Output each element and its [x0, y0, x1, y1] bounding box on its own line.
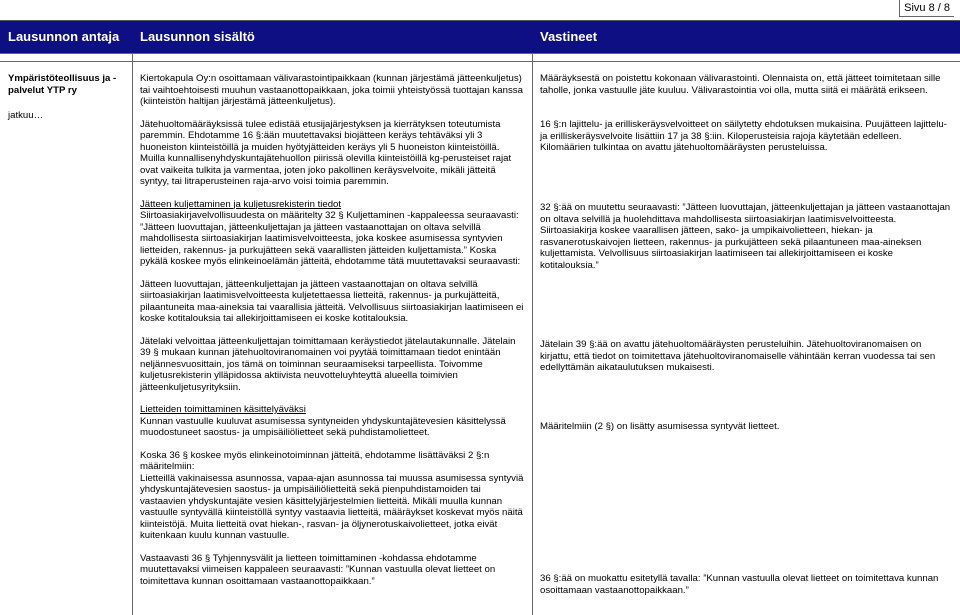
response-1: Määräyksestä on poistettu kokonaan välivarastointi. Olennaista on, että jätteet toimitetaan sille taholle, jonka vastuulle jäte kuuluu. Välivarastointia voi olla, mutta siitä ei määrätä erikseen.	[540, 73, 941, 96]
table-header	[0, 21, 960, 53]
statement-paragraph: Kunnan vastuulle kuuluvat asumisessa syntyneiden yhdyskuntajätevesien käsittelyssä muodostuneet saostus- ja umpisäiliölietteet sekä puhdistamolietteet.	[140, 415, 506, 438]
statement-paragraph: Jätehuoltomääräyksissä tulee edistää etusijajärjestyksen ja kierrätyksen toteutumista paremmin. Ehdotamme 16 §:ään muutettavaksi biojätteen keräys tehtäväksi yli 3 huoneiston kiinteistöillä ja muiden hyötyjätteiden keräys yli 5 huoneiston kiinteistöillä. Muilla kunnallisenyhdyskuntajätehuollon piirissä olevilla kiinteistöillä kg-perusteiset rajat ovat vaikeita tulkita ja varmentaa, joten joko pakollinen keräysvelvoite, mikäli jätteitä syntyy, tai litraperusteinen raja-arvo voisi toimia paremmin.	[140, 118, 512, 187]
statement-table	[0, 20, 960, 615]
column-divider	[132, 53, 133, 615]
response-4: Jätelain 39 §:ää on avattu jätehuoltomääräysten perusteluihin. Jätehuoltoviranomaisen on kirjattu, että tiedot on toimitettava jätehuoltoviranomaiselle vähintään kerran vuodessa tai sen edellyttämän aikataulutuksen mukaisesti.	[540, 339, 936, 373]
sender-continued: jatkuu…	[8, 110, 44, 121]
header-responses: Vastineet	[540, 29, 598, 44]
statement-paragraph: Koska 36 § koskee myös elinkeinotoiminnan jätteitä, ehdotamme lisättäväksi 2 §:n määritelmiin: Lietteillä vakinaisessa asunnossa, vapaa-ajan asunnossa tai muussa asumisessa syntyviä yhdyskuntajätevesien saostus- ja umpisäiliölietteitä sekä pienpuhdistamoiden tai vastaavien yhdyskuntajäte vesien käsittelyjärjestelmien lietteitä. Mikäli muulla kunnan vastuulle syntyvällä kiinteistöllä syntyy vastaavia lietteitä, määräykset koskevat myös näitä kiinteistöjä. Muita lietteitä ovat hiekan-, rasvan- ja öljynerotuskaivolietteet, jotka eivät kuitenkaan kuulu kunnan vastuulle.	[140, 449, 524, 541]
response-2: 16 §:n lajittelu- ja erilliskeräysvelvoitteet on säilytetty ehdotuksen mukaisina. Puujätteen lajittelu- ja erilliskeräysvelvoite lisättiin 17 ja 38 §:iin. Kiloperusteisia rajoja käytetään edelleen. Kilomäärien tulkintaa on avattu jätehuoltomääräysten perusteluissa.	[540, 119, 947, 153]
page-number: Sivu 8 / 8	[899, 0, 954, 17]
sender-name: Ympäristöteollisuus ja -palvelut YTP ry	[8, 73, 117, 96]
statement-content	[140, 73, 526, 587]
row-divider	[0, 53, 960, 54]
header-content: Lausunnon sisältö	[140, 29, 255, 44]
response-5: Määritelmiin (2 §) on lisätty asumisessa syntyvät lietteet.	[540, 421, 780, 432]
response-6: 36 §:ää on muokattu esitetyllä tavalla: ”Kunnan vastuulla olevat lietteet on toimitettava kunnan osoittamaan vastaanottopaikkaan.”	[540, 573, 939, 596]
statement-paragraph: Siirtoasiakirjavelvollisuudesta on määritelty 32 § Kuljettaminen -kappaleessa seuraavasti: ”Jätteen luovuttajan, jätteenkuljettajan ja jätteen vastaanottajan on oltava selvillä mahdollisesta siirtoasiakirjan laatimisvelvoitteesta, joka koskee asumisessa syntyvien lietteiden, rakennus- ja purkujätteen sekä vaarallisten jätteiden kuljettamista.” Koska pykälä koskee myös elinkeinoelämän jätteitä, ehdotamme tätä muutettavaksi seuraavasti:	[140, 210, 521, 267]
section-heading: Jätteen kuljettaminen ja kuljetusrekisterin tiedot	[140, 198, 342, 210]
statement-paragraph: Vastaavasti 36 § Tyhjennysvälit ja lietteen toimittaminen -kohdassa ehdotamme muutettavaksi viimeisen kappaleen seuraavasti: ”Kunnan vastuulla olevat lietteet on toimitettava kunnan osoittamaan vastaanottopaikkaan.”	[140, 552, 496, 587]
column-divider	[532, 53, 533, 615]
statement-paragraph: Jätteen luovuttajan, jätteenkuljettajan ja jätteen vastaanottajan on oltava selvillä siirtoasiakirjan laatimisvelvoitteesta kuljetettaessa lietteitä, rakennus- ja purkujätteitä, pilaantuneita maa-aineksia tai vaarallisia jätteitä. Velvollisuus siirtoasiakirjan laatimiseen ei koske kotitalouksia tai allekirjoittamiseen ei koske kotitalouksia.	[140, 278, 524, 324]
statement-paragraph: Jätelaki velvoittaa jätteenkuljettajan toimittamaan keräystiedot jätelautakunnalle. Jätelain 39 § mukaan kunnan jätehuoltoviranomainen voi pyytää toimittamaan tiedot enintään neljännesvuosittain, jos tämä on toiminnan seuraamiseksi tarpeellista. Toivomme kuljetusrekisterin ylläpidossa aktiivista neuvotteluyhteyttä alueella toimivien jätteenkuljetusyrityksiin.	[140, 335, 516, 393]
statement-paragraph: Kiertokapula Oy:n osoittamaan välivarastointipaikkaan (kunnan järjestämä jätteenkuljetus) tai vaihtoehtoisesti muuhun vastaanottopaikkaan, joka toimii yhteistyössä tuottajan kanssa (kiinteistön haltijan järjestämä jätteenkuljetus).	[140, 73, 523, 107]
section-heading: Lietteiden toimittaminen käsittelyäväksi	[140, 404, 306, 415]
header-sender: Lausunnon antaja	[8, 29, 120, 44]
row-divider	[0, 61, 960, 62]
response-3: 32 §:ää on muutettu seuraavasti: ”Jätteen luovuttajan, jätteenkuljettajan ja jätteen vastaanottajan on oltava selvillä ja huolehdittava mahdollisesta siirtoasiakirjan laatimisvelvoitteesta. Siirtoasiakirja koskee vaarallisen jätteen, sako- ja umpikaivolietteen, hiekan- ja rasvanerotuskaivojen lietteen, rakennus- ja purkujätteen sekä pilaantuneen maa-aineksen kuljettamista. Velvollisuus siirtoasiakirjan laatimiseen tai allekirjoittamiseen ei koske kotitalouksia.”	[540, 202, 951, 271]
